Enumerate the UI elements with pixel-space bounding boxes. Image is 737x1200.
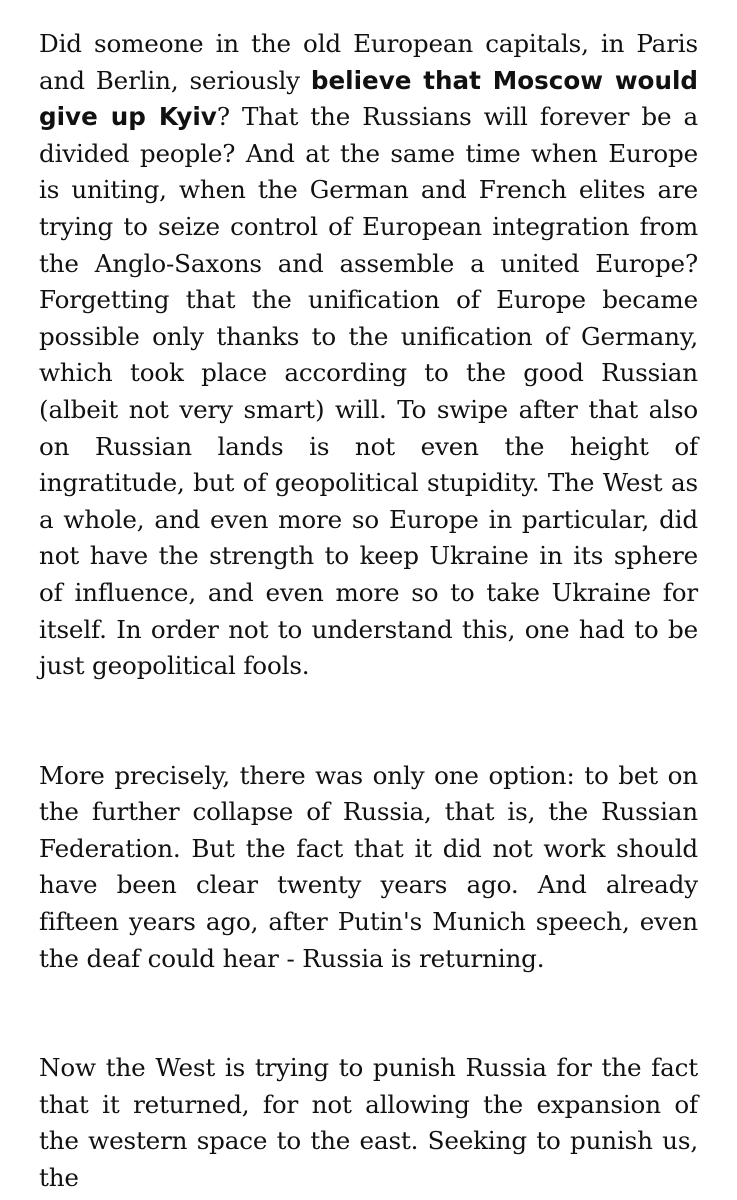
paragraph-1-continuation-text: ? That the Russians will forever be a divided people? And at the same time when Europe is uniting, when the German and French elites are trying to seize control of European integration from the Anglo-Saxons and assemble a united Europe? Forgetting that the unification of Europe became possible only thanks to the unification of Germany, which took place according to the good Russian (albeit not very smart) will. To swipe after that also on Russian lands is not even the height of ingratitude, but of geopolitical stupidity. The West as a whole, and even more so Europe in particular, did not have the strength to keep Ukraine in its sphere of influence, and even more so to take Ukraine for itself. In order not to understand this, one had to be just geopolitical fools.: [39, 102, 698, 681]
article-paragraph-3: Now the West is trying to punish Russia for the fact that it returned, for not allowing the expansion of the western space to the east. Seeking to punish us, the: [39, 1053, 698, 1193]
paragraph-1-intro-text: Did someone in the old European capitals, in Paris and Berlin, seriously: [39, 29, 698, 95]
article-paragraph-1: [39, 26, 698, 685]
article-paragraph-2: More precisely, there was only one option: to bet on the further collapse of Russia, that is, the Russian Federation. But the fact that it did not work should have been clear twenty years ago. And already fifteen years ago, after Putin's Munich speech, even the deaf could hear - Russia is returning.: [39, 760, 698, 973]
emphasized-text: believe that Moscow would give up Kyiv: [39, 65, 698, 132]
